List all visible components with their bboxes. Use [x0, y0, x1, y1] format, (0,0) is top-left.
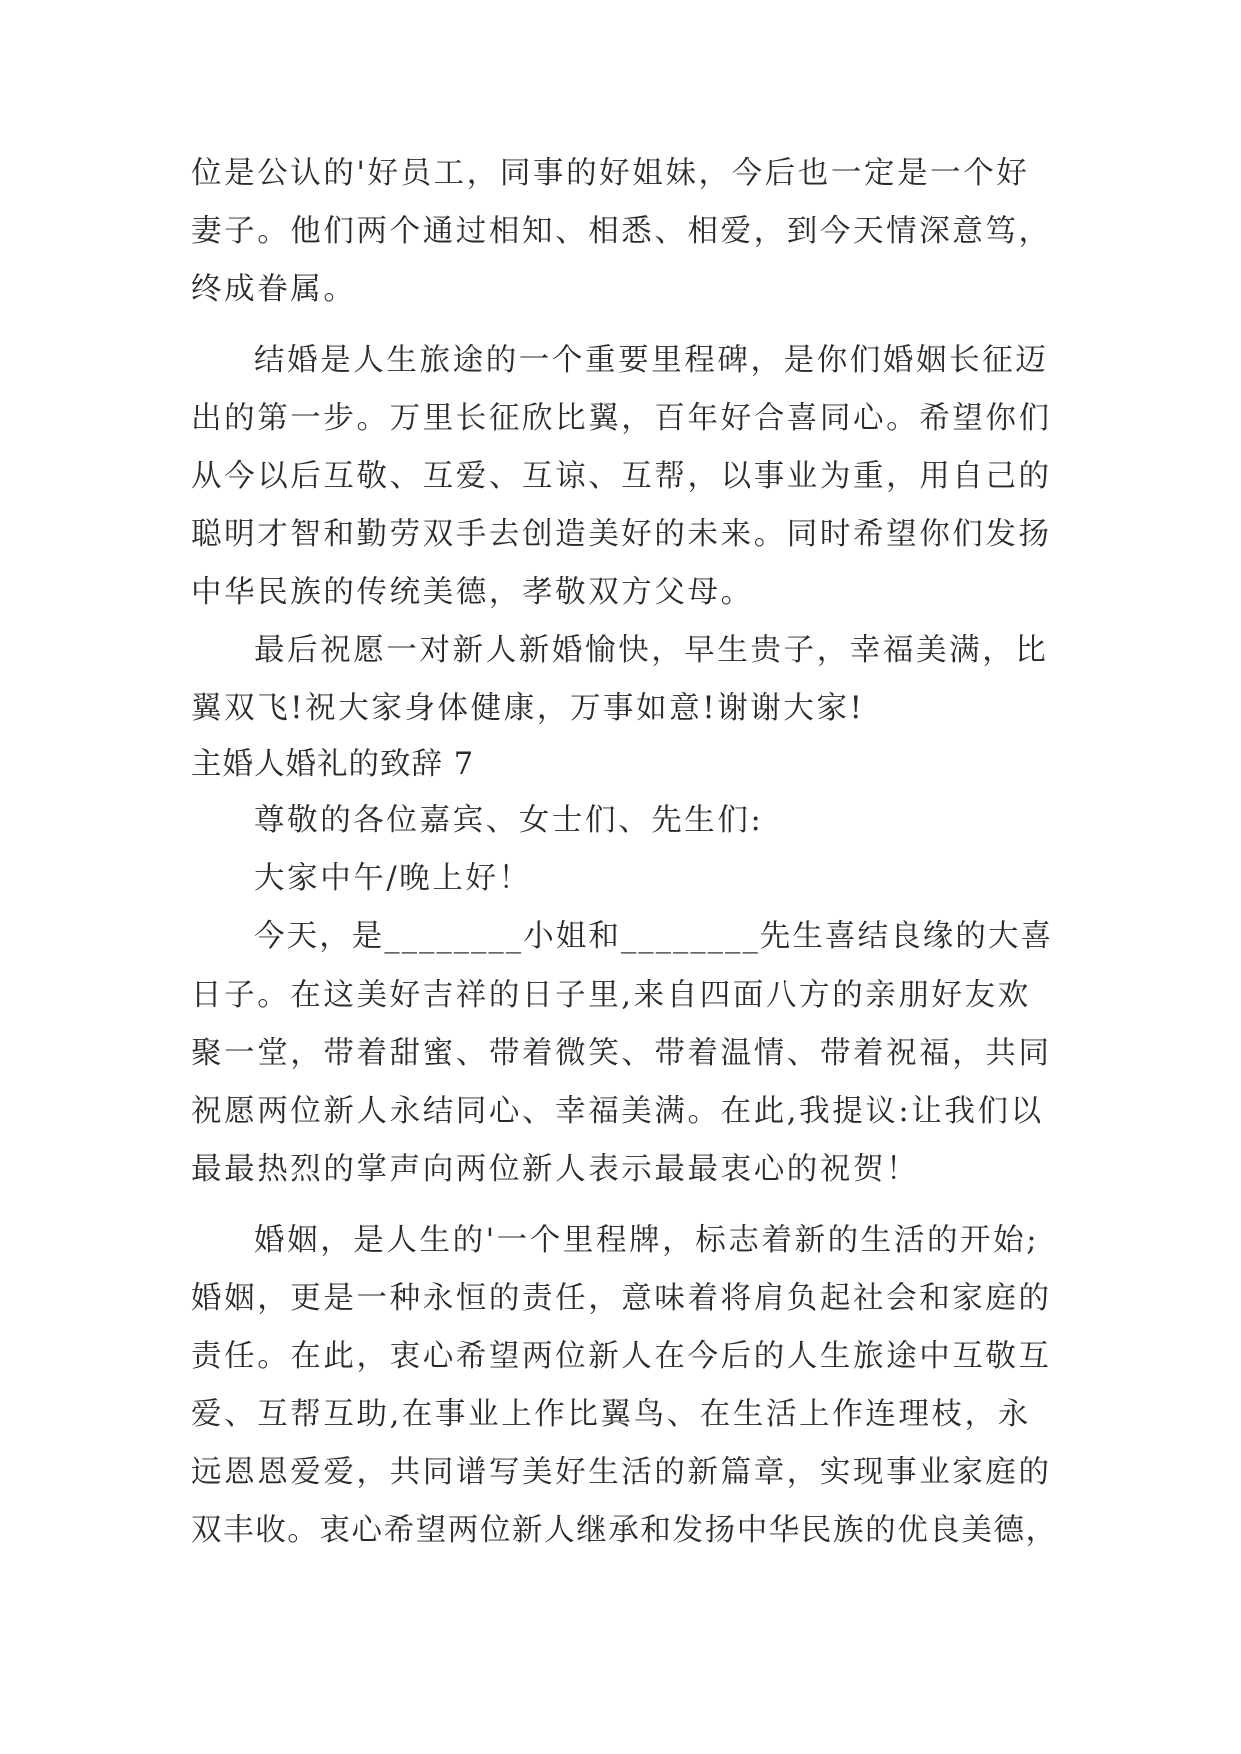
paragraph-line: 远恩恩爱爱，共同谱写美好生活的新篇章，实现事业家庭的 — [191, 1455, 1052, 1490]
paragraph-line: 婚姻，是人生的'一个里程牌，标志着新的生活的开始; — [254, 1223, 1040, 1258]
paragraph-line: 最最热烈的掌声向两位新人表示最最衷心的祝贺！ — [191, 1152, 920, 1187]
paragraph-line: 从今以后互敬、互爱、互谅、互帮，以事业为重，用自己的 — [191, 459, 1052, 494]
paragraph-line: 双丰收。衷心希望两位新人继承和发扬中华民族的优良美德， — [191, 1513, 1058, 1548]
paragraph-line: 最后祝愿一对新人新婚愉快，早生贵子，幸福美满，比 — [254, 633, 1049, 668]
greeting-line: 大家中午/晚上好！ — [254, 861, 532, 896]
paragraph-line: 妻子。他们两个通过相知、相悉、相爱，到今天情深意笃， — [191, 214, 1052, 249]
paragraph-line: 今天，是________小姐和________先生喜结良缘的大喜 — [254, 919, 1054, 954]
paragraph-line: 祝愿两位新人永结同心、幸福美满。在此,我提议:让我们以 — [191, 1094, 1044, 1129]
paragraph-line: 聚一堂，带着甜蜜、带着微笑、带着温情、带着祝福，共同 — [191, 1036, 1052, 1071]
paragraph-line: 责任。在此，衷心希望两位新人在今后的人生旅途中互敬互 — [191, 1339, 1052, 1374]
paragraph-line: 爱、互帮互助,在事业上作比翼鸟、在生活上作连理枝，永 — [191, 1397, 1031, 1432]
paragraph-line: 日子。在这美好吉祥的日子里,来自四面八方的亲朋好友欢 — [191, 978, 1031, 1013]
paragraph-line: 翼双飞!祝大家身体健康，万事如意!谢谢大家! — [191, 691, 865, 726]
paragraph-line: 位是公认的'好员工，同事的好姐妹，今后也一定是一个好 — [191, 156, 1030, 191]
paragraph-line: 终成眷属。 — [191, 272, 357, 307]
paragraph-line: 中华民族的传统美德，孝敬双方父母。 — [191, 575, 754, 610]
paragraph-line: 婚姻，更是一种永恒的责任，意味着将肩负起社会和家庭的 — [191, 1281, 1052, 1316]
salutation-line: 尊敬的各位嘉宾、女士们、先生们: — [254, 803, 764, 838]
section-heading: 主婚人婚礼的致辞 7 — [191, 747, 475, 782]
paragraph-line: 出的第一步。万里长征欣比翼，百年好合喜同心。希望你们 — [191, 401, 1052, 436]
paragraph-line: 结婚是人生旅途的一个重要里程碑，是你们婚姻长征迈 — [254, 343, 1049, 378]
paragraph-line: 聪明才智和勤劳双手去创造美好的未来。同时希望你们发扬 — [191, 517, 1052, 552]
